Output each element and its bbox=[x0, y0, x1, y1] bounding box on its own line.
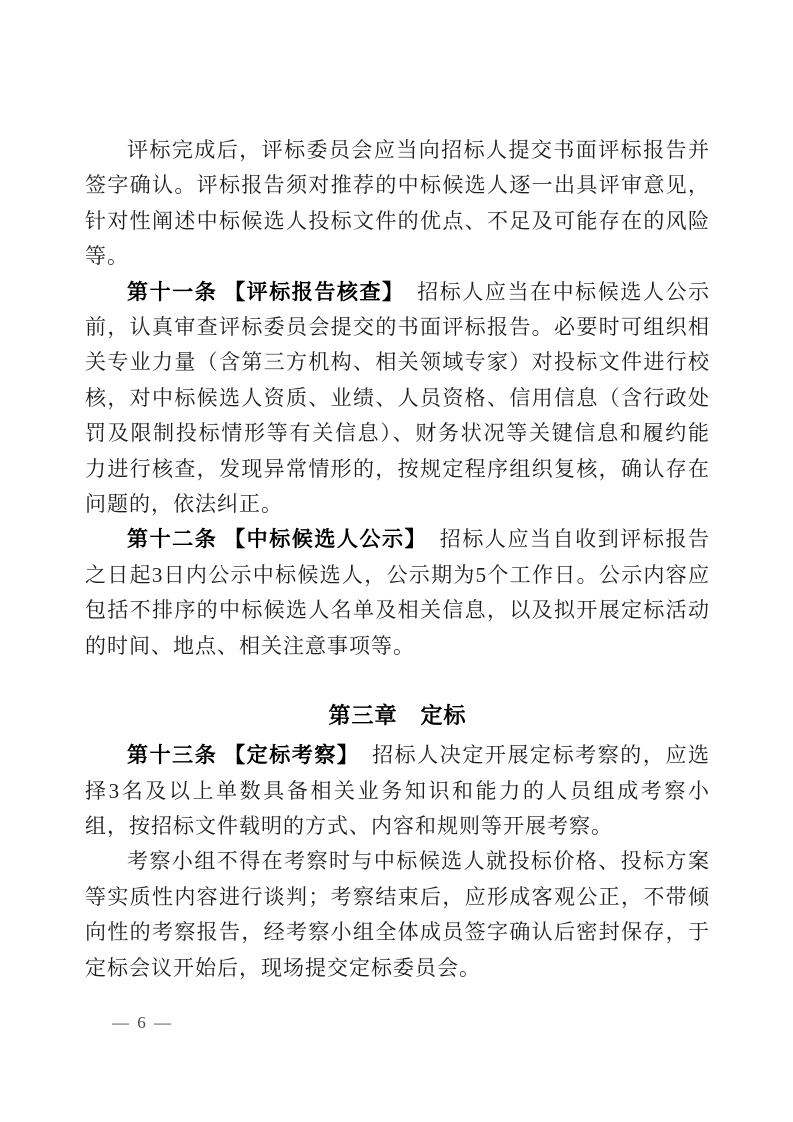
article-12-heading: 第十二条 【中标候选人公示】 bbox=[127, 527, 428, 552]
chapter-3-heading: 第三章 定标 bbox=[328, 703, 467, 729]
paragraph-article-13 bbox=[85, 738, 710, 844]
paragraph-evaluation-report bbox=[85, 133, 710, 275]
paragraph-text: 考察小组不得在考察时与中标候选人就投标价格、投标方案等实质性内容进行谈判；考察结束后，应形成客观公正，不带倾向性的考察报告，经考察小组全体成员签字确认后密封保存，于定标会议开始后，现场提交定标委员会。 bbox=[85, 849, 710, 980]
article-13-heading: 第十三条 【定标考察】 bbox=[127, 743, 360, 768]
page-number: — 6 — bbox=[112, 1013, 173, 1032]
paragraph-text: 招标人应当自收到评标报告之日起3日内公示中标候选人，公示期为5个工作日。公示内容应包括不排序的中标候选人名单及相关信息，以及拟开展定标活动的时间、地点、相关注意事项等。 bbox=[85, 527, 711, 658]
paragraph-text: 评标完成后，评标委员会应当向招标人提交书面评标报告并签字确认。评标报告须对推荐的中标候选人逐一出具评审意见，针对性阐述中标候选人投标文件的优点、不足及可能存在的风险等。 bbox=[85, 138, 710, 269]
paragraph-inspection-group bbox=[85, 844, 710, 986]
paragraph-text: 招标人决定开展定标考察的，应选择3名及以上单数具备相关业务知识和能力的人员组成考察小组，按招标文件载明的方式、内容和规则等开展考察。 bbox=[85, 743, 711, 838]
document-body bbox=[85, 133, 710, 986]
article-11-heading: 第十一条 【评标报告核查】 bbox=[127, 279, 405, 304]
paragraph-article-12 bbox=[85, 522, 710, 664]
paragraph-article-11 bbox=[85, 275, 710, 523]
paragraph-text: 招标人应当在中标候选人公示前，认真审查评标委员会提交的书面评标报告。必要时可组织相关专业力量（含第三方机构、相关领域专家）对投标文件进行校核，对中标候选人资质、业绩、人员资格、信用信息（含行政处罚及限制投标情形等有关信息）、财务状况等关键信息和履约能力进行核查，发现异常情形的，按规定程序组织复核，确认存在问题的，依法纠正。 bbox=[85, 279, 711, 517]
